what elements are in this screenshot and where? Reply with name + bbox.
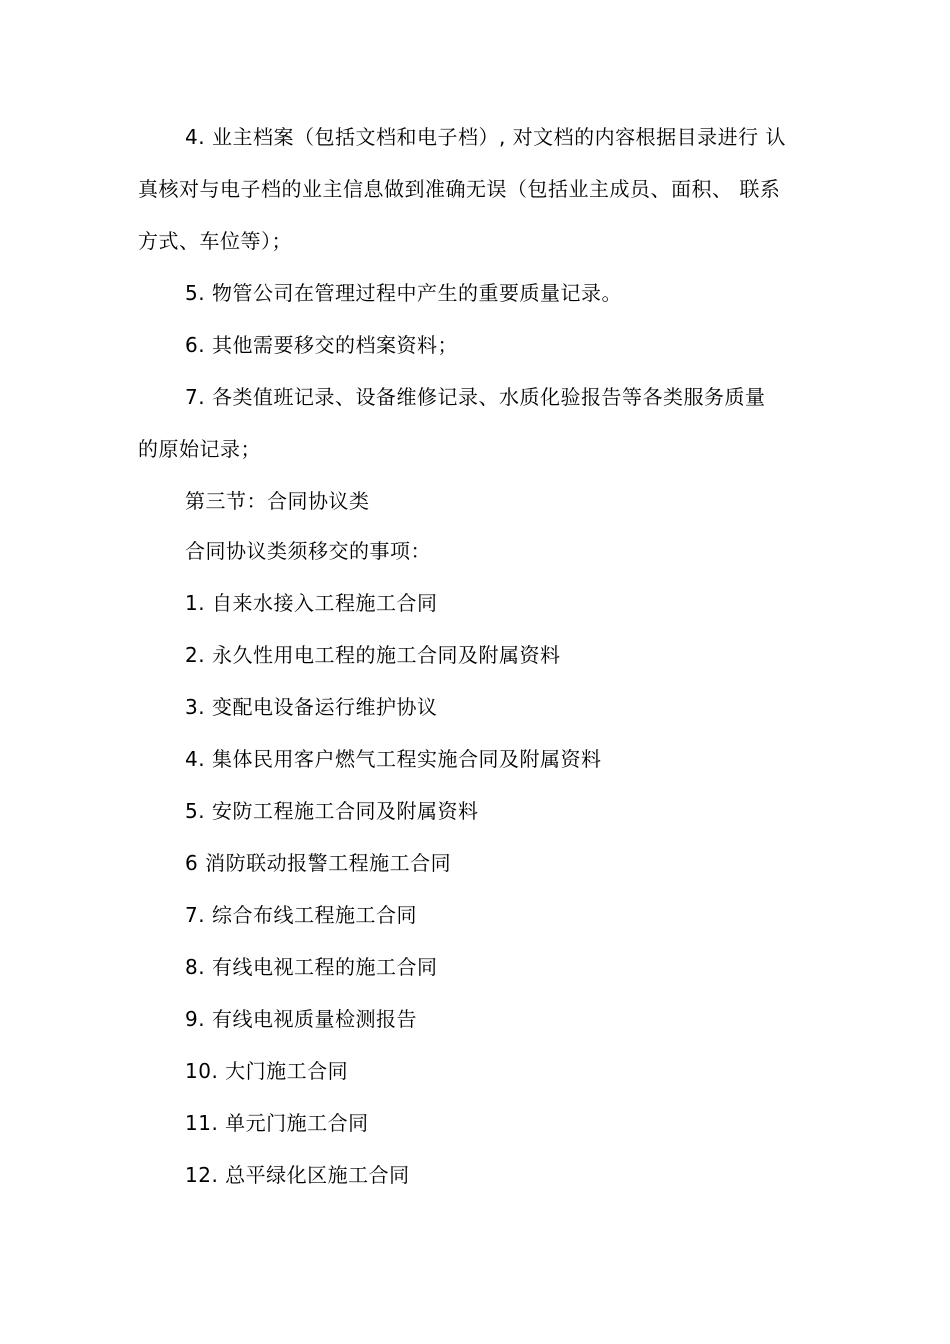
paragraph-6: 6. 其他需要移交的档案资料； xyxy=(185,333,458,357)
contract-item: 1. 自来水接入工程施工合同 xyxy=(185,591,438,615)
contract-item: 2. 永久性用电工程的施工合同及附属资料 xyxy=(185,643,561,667)
contract-item: 5. 安防工程施工合同及附属资料 xyxy=(185,799,479,823)
contract-item: 7. 综合布线工程施工合同 xyxy=(185,903,417,927)
contract-item: 3. 变配电设备运行维护协议 xyxy=(185,695,438,719)
section-intro: 合同协议类须移交的事项： xyxy=(185,539,431,563)
contract-item: 8. 有线电视工程的施工合同 xyxy=(185,955,438,979)
paragraph-7-line-2: 的原始记录； xyxy=(138,437,261,461)
contract-item: 9. 有线电视质量检测报告 xyxy=(185,1007,417,1031)
contract-item: 11. 单元门施工合同 xyxy=(185,1111,369,1135)
contract-item: 12. 总平绿化区施工合同 xyxy=(185,1163,410,1187)
paragraph-4-line-3: 方式、车位等）； xyxy=(138,229,292,253)
contract-item: 4. 集体民用客户燃气工程实施合同及附属资料 xyxy=(185,747,602,771)
contract-item: 10. 大门施工合同 xyxy=(185,1059,349,1083)
paragraph-5: 5. 物管公司在管理过程中产生的重要质量记录。 xyxy=(185,281,622,305)
paragraph-4-line-1: 4. 业主档案（包括文档和电子档）, 对文档的内容根据目录进行 认 xyxy=(185,125,787,149)
paragraph-7-line-1: 7. 各类值班记录、设备维修记录、水质化验报告等各类服务质量 xyxy=(185,385,766,409)
section-heading: 第三节：合同协议类 xyxy=(185,489,370,513)
contract-item: 6 消防联动报警工程施工合同 xyxy=(185,851,452,875)
paragraph-4-line-2: 真核对与电子档的业主信息做到准确无误（包括业主成员、面积、 联系 xyxy=(138,177,781,201)
